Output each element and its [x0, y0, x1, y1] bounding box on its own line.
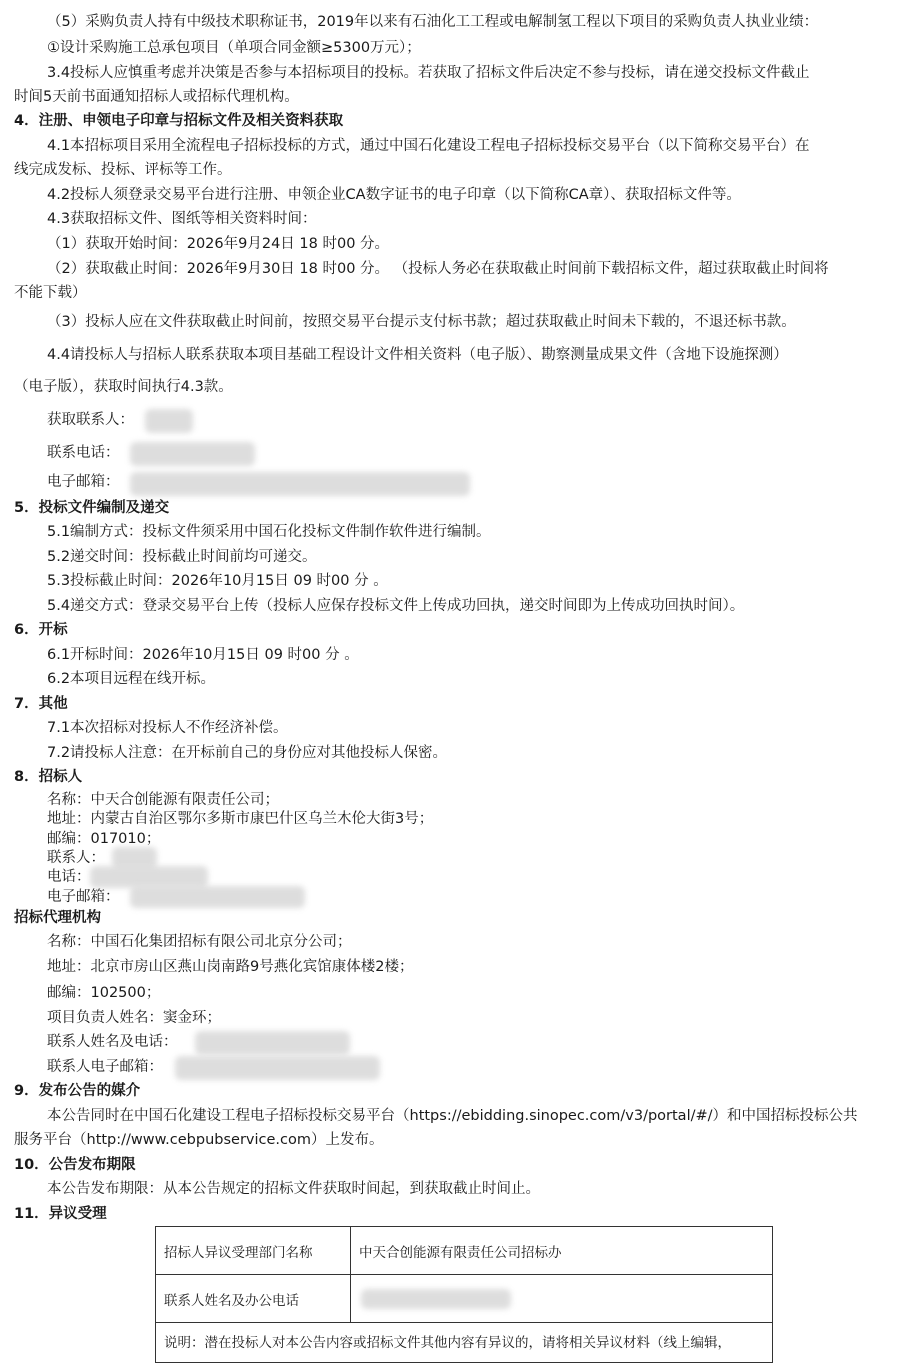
tenderer-zip: 邮编：017010；: [47, 831, 161, 847]
redacted-blur: [145, 409, 193, 433]
tenderer-phone-label: 电话：: [47, 869, 91, 885]
text-line: （3）投标人应在文件获取截止时间前，按照交易平台提示支付标书款；超过获取截止时间未下载的，不退还标书款。: [47, 314, 796, 330]
tenderer-address: 地址：内蒙古自治区鄂尔多斯市康巴什区乌兰木伦大街3号；: [47, 811, 434, 827]
objection-table: [155, 1226, 773, 1363]
text-line: 5.3投标截止时间：2026年10月15日 09 时00 分 。: [47, 573, 388, 589]
text-line: （5）采购负责人持有中级技术职称证书，2019年以来有石油化工工程或电解制氢工程以下项目的采购负责人执业业绩：: [47, 14, 819, 30]
table-cell: 联系人姓名及办公电话: [156, 1275, 351, 1323]
table-cell: 中天合创能源有限责任公司招标办: [351, 1227, 773, 1275]
text-line: （1）获取开始时间：2026年9月24日 18 时00 分。: [47, 236, 390, 252]
redacted-blur: [175, 1056, 380, 1080]
agent-contact-label: 联系人姓名及电话：: [47, 1034, 178, 1050]
text-line: 本公告同时在中国石化建设工程电子招标投标交易平台（https://ebidding.sinopec.com/v3/portal/#/）和中国招标投标公共: [47, 1108, 858, 1124]
text-line: 5.1编制方式：投标文件须采用中国石化投标文件制作软件进行编制。: [47, 524, 491, 540]
tenderer-email-label: 电子邮箱：: [47, 889, 120, 905]
text-line: 线完成发标、投标、评标等工作。: [14, 162, 232, 178]
text-line: 5.2递交时间：投标截止时间前均可递交。: [47, 549, 317, 565]
section-heading: 4．注册、申领电子印章与招标文件及相关资料获取: [14, 113, 344, 129]
agent-project-manager: 项目负责人姓名：窦金环；: [47, 1010, 221, 1026]
agent-name: 名称：中国石化集团招标有限公司北京分公司；: [47, 934, 352, 950]
section-heading: 招标代理机构: [14, 910, 101, 926]
agent-zip: 邮编：102500；: [47, 985, 161, 1001]
text-line: 3.4投标人应慎重考虑并决策是否参与本招标项目的投标。若获取了招标文件后决定不参与投标，请在递交投标文件截止: [47, 65, 810, 81]
text-line: 本公告发布期限：从本公告规定的招标文件获取时间起，到获取截止时间止。: [47, 1181, 540, 1197]
text-line: 4.2投标人须登录交易平台进行注册、申领企业CA数字证书的电子印章（以下简称CA章）、获取招标文件等。: [47, 187, 741, 203]
redacted-blur: [130, 472, 470, 496]
tenderer-contact-label: 联系人：: [47, 850, 105, 866]
text-line: 7.1本次招标对投标人不作经济补偿。: [47, 720, 288, 736]
text-line: 不能下载）: [14, 285, 87, 301]
section-heading: 7．其他: [14, 696, 68, 712]
tenderer-name: 名称：中天合创能源有限责任公司；: [47, 792, 279, 808]
section-heading: 8．招标人: [14, 769, 83, 785]
agent-address: 地址：北京市房山区燕山岗南路9号燕化宾馆康体楼2楼；: [47, 959, 414, 975]
agent-email-label: 联系人电子邮箱：: [47, 1059, 163, 1075]
contact-person-label: 获取联系人：: [47, 412, 134, 428]
redacted-blur: [361, 1289, 511, 1309]
table-cell: [351, 1275, 773, 1323]
text-line: 4.4请投标人与招标人联系获取本项目基础工程设计文件相关资料（电子版）、勘察测量成果文件（含地下设施探测）: [47, 347, 788, 363]
redacted-blur: [130, 886, 305, 908]
contact-phone-label: 联系电话：: [47, 445, 120, 461]
section-heading: 5．投标文件编制及递交: [14, 500, 170, 516]
text-line: 5.4递交方式：登录交易平台上传（投标人应保存投标文件上传成功回执，递交时间即为上传成功回执时间）。: [47, 598, 745, 614]
text-line: 时间5天前书面通知招标人或招标代理机构。: [14, 89, 299, 105]
text-line: 7.2请投标人注意：在开标前自己的身份应对其他投标人保密。: [47, 745, 448, 761]
text-line: 服务平台（http://www.cebpubservice.com）上发布。: [14, 1132, 384, 1148]
contact-email-label: 电子邮箱：: [47, 474, 120, 490]
section-heading: 9．发布公告的媒介: [14, 1083, 141, 1099]
text-line: 6.1开标时间：2026年10月15日 09 时00 分 。: [47, 647, 359, 663]
redacted-blur: [130, 442, 255, 466]
text-line: 4.1本招标项目采用全流程电子招标投标的方式，通过中国石化建设工程电子招标投标交易平台（以下简称交易平台）在: [47, 138, 810, 154]
text-line: ①设计采购施工总承包项目（单项合同金额≥5300万元）；: [47, 40, 421, 56]
text-line: （电子版），获取时间执行4.3款。: [14, 379, 233, 395]
table-cell: 招标人异议受理部门名称: [156, 1227, 351, 1275]
table-cell: 说明：潜在投标人对本公告内容或招标文件其他内容有异议的，请将相关异议材料（线上编辑，: [156, 1323, 773, 1363]
text-line: 6.2本项目远程在线开标。: [47, 671, 216, 687]
redacted-blur: [90, 866, 208, 888]
section-heading: 6．开标: [14, 622, 68, 638]
text-line: （2）获取截止时间：2026年9月30日 18 时00 分。 （投标人务必在获取截止时间前下载招标文件，超过获取截止时间将: [47, 261, 829, 277]
section-heading: 11．异议受理: [14, 1206, 107, 1222]
section-heading: 10．公告发布期限: [14, 1157, 136, 1173]
text-line: 4.3获取招标文件、图纸等相关资料时间：: [47, 211, 317, 227]
redacted-blur: [195, 1031, 350, 1055]
